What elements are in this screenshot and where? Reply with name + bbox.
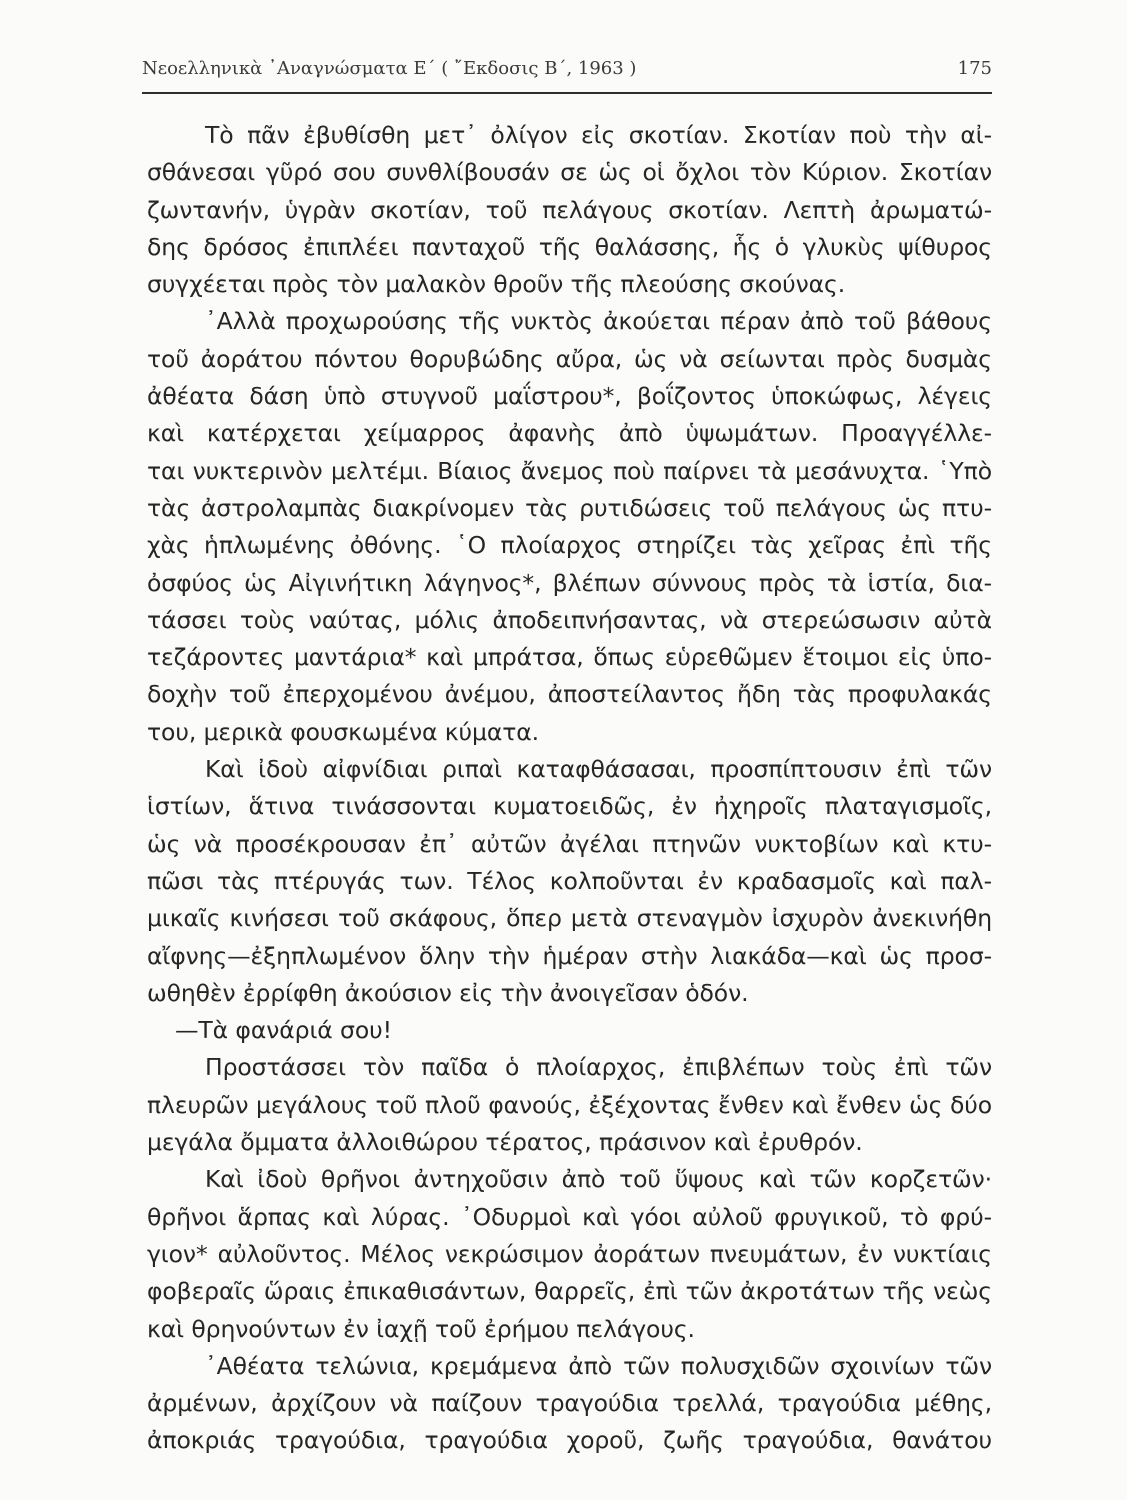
text-line: Καὶ ἰδοὺ θρῆνοι ἀντηχοῦσιν ἀπὸ τοῦ ὕψους καὶ τῶν κορζετῶν·	[205, 1165, 992, 1194]
text-line: ᾿Αθέατα τελώνια, κρεμάμενα ἀπὸ τῶν πολυσχιδῶν σχοινίων τῶν	[205, 1351, 992, 1380]
text-line: σθάνεσαι γῦρό σου συνθλίβουσάν σε ὡς οἱ ὄχλοι τὸν Κύριον. Σκοτίαν	[147, 158, 992, 187]
text-line: ἀρμένων, ἀρχίζουν νὰ παίζουν τραγούδια τρελλά, τραγούδια μέθης,	[147, 1389, 992, 1418]
running-header	[142, 54, 992, 84]
text-line: τεζάροντες μαντάρια* καὶ μπράτσα, ὅπως εὑρεθῶμεν ἕτοιμοι εἰς ὑπο-	[147, 643, 992, 672]
body-text	[147, 117, 992, 1460]
text-line: τὰς ἀστρολαμπὰς διακρίνομεν τὰς ρυτιδώσεις τοῦ πελάγους ὡς πτυ-	[147, 493, 992, 522]
text-line: συγχέεται πρὸς τὸν μαλακὸν θροῦν τῆς πλεούσης σκούνας.	[147, 270, 846, 299]
text-line: τάσσει τοὺς ναύτας, μόλις ἀποδειπνήσαντας, νὰ στερεώσωσιν αὐτὰ	[147, 605, 992, 634]
text-line: ἀθέατα δάση ὑπὸ στυγνοῦ μαΐστρου*, βοΐζοντος ὑποκώφως, λέγεις	[147, 382, 992, 411]
text-line: χὰς ἡπλωμένης ὀθόνης. ῾Ο πλοίαρχος στηρίζει τὰς χεῖρας ἐπὶ τῆς	[147, 531, 992, 560]
text-line: θρῆνοι ἅρπας καὶ λύρας. ᾿Οδυρμοὶ καὶ γόοι αὐλοῦ φρυγικοῦ, τὸ φρύ-	[147, 1202, 992, 1231]
text-line: τοῦ ἀοράτου πόντου θορυβώδης αὔρα, ὡς νὰ σείωνται πρὸς δυσμὰς	[147, 344, 992, 373]
page-number: 175	[957, 58, 992, 79]
text-line: μικαῖς κινήσεσι τοῦ σκάφους, ὅπερ μετὰ στεναγμὸν ἰσχυρὸν ἀνεκινήθη	[147, 904, 992, 933]
text-line: Προστάσσει τὸν παῖδα ὁ πλοίαρχος, ἐπιβλέπων τοὺς ἐπὶ τῶν	[205, 1053, 992, 1082]
text-line: πῶσι τὰς πτέρυγάς των. Τέλος κολποῦνται ἐν κραδασμοῖς καὶ παλ-	[147, 866, 992, 895]
text-line: Τὸ πᾶν ἐβυθίσθη μετ᾿ ὀλίγον εἰς σκοτίαν. Σκοτίαν ποὺ τὴν αἰ-	[205, 121, 992, 149]
text-line: φοβεραῖς ὥραις ἐπικαθισάντων, θαρρεῖς, ἐπὶ τῶν ἀκροτάτων τῆς νεὼς	[147, 1277, 992, 1306]
text-line: δης δρόσος ἐπιπλέει πανταχοῦ τῆς θαλάσσης, ἧς ὁ γλυκὺς ψίθυρος	[147, 232, 992, 261]
text-line: δοχὴν τοῦ ἐπερχομένου ἀνέμου, ἀποστείλαντος ἤδη τὰς προφυλακάς	[147, 680, 992, 709]
text-line: ωθηθὲν ἐρρίφθη ἀκούσιον εἰς τὴν ἀνοιγεῖσαν ὁδόν.	[147, 978, 749, 1007]
text-line: ἀποκριάς τραγούδια, τραγούδια χοροῦ, ζωῆς τραγούδια, θανάτου	[147, 1426, 992, 1455]
text-line: του, μερικὰ φουσκωμένα κύματα.	[147, 717, 540, 746]
text-line: ὡς νὰ προσέκρουσαν ἐπ᾿ αὐτῶν ἀγέλαι πτηνῶν νυκτοβίων καὶ κτυ-	[147, 829, 992, 858]
header-rule	[142, 92, 992, 94]
text-line: ζωντανήν, ὑγρὰν σκοτίαν, τοῦ πελάγους σκοτίαν. Λεπτὴ ἀρωματώ-	[147, 195, 992, 224]
text-line: ἱστίων, ἅτινα τινάσσονται κυματοειδῶς, ἐν ἠχηροῖς πλαταγισμοῖς,	[147, 792, 992, 821]
text-line: καὶ θρηνούντων ἐν ἰαχῇ τοῦ ἐρήμου πελάγους.	[147, 1314, 695, 1343]
text-line: ᾿Αλλὰ προχωρούσης τῆς νυκτὸς ἀκούεται πέραν ἀπὸ τοῦ βάθους	[205, 307, 992, 336]
dialogue-line: —Τὰ φανάριά σου!	[175, 1016, 392, 1045]
text-line: μεγάλα ὄμματα ἀλλοιθώρου τέρατος, πράσινον καὶ ἐρυθρόν.	[147, 1128, 863, 1157]
running-title: Νεοελληνικὰ ᾿Αναγνώσματα Ε΄ ( ῎Εκδοσις Β΄, 1963 )	[142, 58, 637, 79]
text-line: καὶ κατέρχεται χείμαρρος ἀφανὴς ἀπὸ ὑψωμάτων. Προαγγέλλε-	[147, 419, 992, 448]
text-line: ται νυκτερινὸν μελτέμι. Βίαιος ἄνεμος ποὺ παίρνει τὰ μεσάνυχτα. ῾Υπὸ	[147, 456, 992, 485]
text-line: αἴφνης—ἐξηπλωμένον ὅλην τὴν ἡμέραν στὴν λιακάδα—καὶ ὡς προσ-	[147, 941, 992, 970]
text-line: γιον* αὐλοῦντος. Μέλος νεκρώσιμον ἀοράτων πνευμάτων, ἐν νυκτίαις	[147, 1239, 992, 1268]
text-line: Καὶ ἰδοὺ αἰφνίδιαι ριπαὶ καταφθάσασαι, προσπίπτουσιν ἐπὶ τῶν	[205, 755, 992, 784]
text-line: ὀσφύος ὡς Αἰγινήτικη λάγηνος*, βλέπων σύννους πρὸς τὰ ἱστία, δια-	[147, 568, 992, 597]
text-line: πλευρῶν μεγάλους τοῦ πλοῦ φανούς, ἐξέχοντας ἔνθεν καὶ ἔνθεν ὡς δύο	[147, 1090, 992, 1119]
